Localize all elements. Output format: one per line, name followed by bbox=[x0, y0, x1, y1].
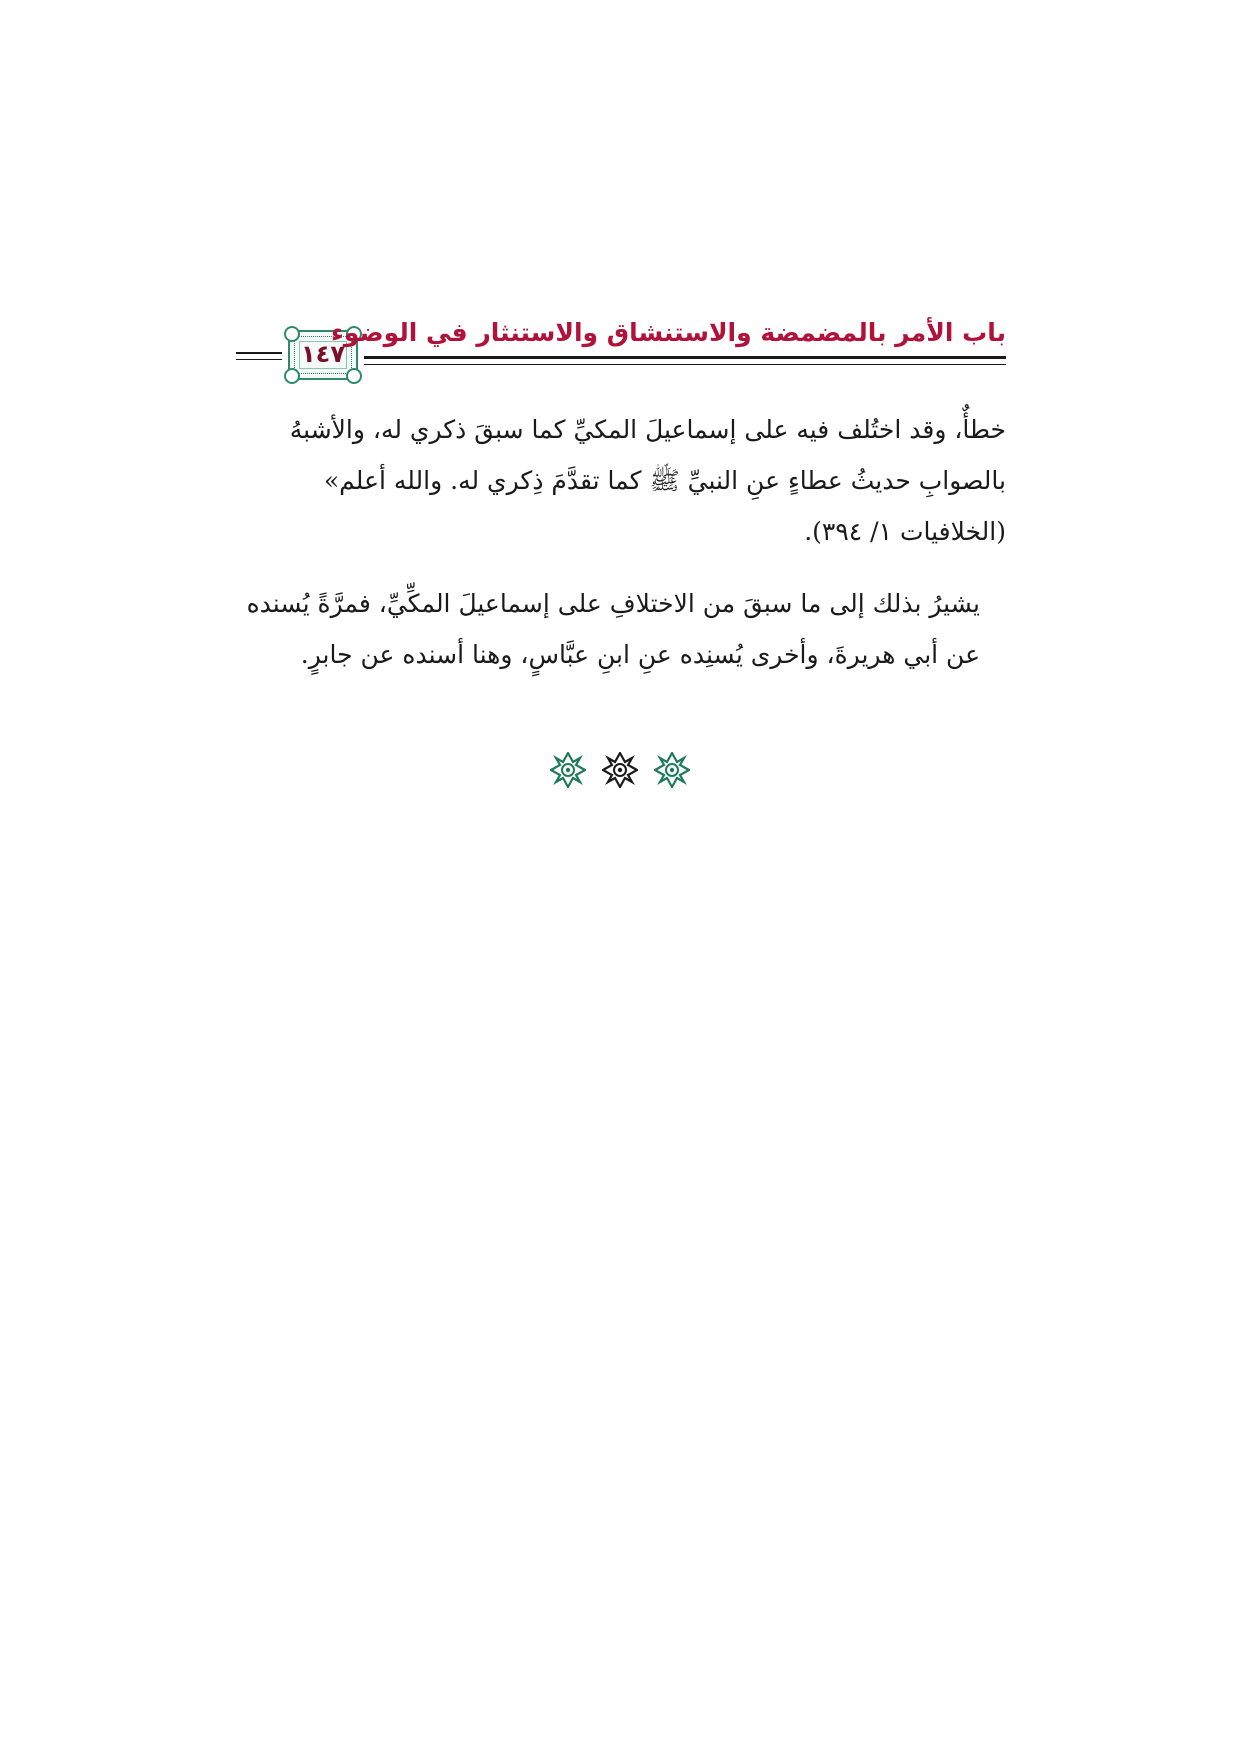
frame-corner-ornament-icon bbox=[284, 368, 300, 384]
paragraph-line: خطأٌ، وقد اختُلف فيه على إسماعيلَ المكيِّ كما سبقَ ذكري له، والأشبهُ bbox=[289, 415, 1006, 444]
paragraph-line: يشيرُ بذلك إلى ما سبقَ من الاختلافِ على إسماعيلَ المكِّيِّ، فمرَّةً يُسنده bbox=[246, 589, 980, 618]
paragraph-line: عن أبي هريرةَ، وأخرى يُسنِده عنِ ابنِ عبَّاسٍ، وهنا أسنده عن جابرٍ. bbox=[300, 640, 980, 669]
chapter-title: باب الأمر بالمضمضة والاستنشاق والاستنثار في الوضوء bbox=[331, 318, 1006, 347]
page-header bbox=[236, 318, 1006, 390]
paragraph-quote-end bbox=[236, 404, 1006, 557]
frame-corner-ornament-icon bbox=[346, 368, 362, 384]
header-rule-left-top bbox=[236, 352, 282, 354]
eight-point-star-icon bbox=[654, 752, 690, 788]
header-rule-right-bottom bbox=[364, 364, 1006, 365]
eight-point-star-icon bbox=[550, 752, 586, 788]
section-divider-ornaments bbox=[0, 752, 1240, 788]
header-rule-right-top bbox=[364, 356, 1006, 359]
page-number: ١٤٧ bbox=[301, 340, 345, 368]
header-rule-left-bottom bbox=[236, 359, 282, 360]
paragraph-line: بالصوابِ حديثُ عطاءٍ عنِ النبيِّ ﷺ كما تقدَّمَ ذِكري له. والله أعلم» bbox=[323, 466, 1006, 495]
eight-point-star-icon bbox=[602, 752, 638, 788]
paragraph-line: (الخلافيات ١/ ٣٩٤). bbox=[804, 517, 1006, 546]
paragraph-commentary bbox=[236, 578, 1006, 680]
